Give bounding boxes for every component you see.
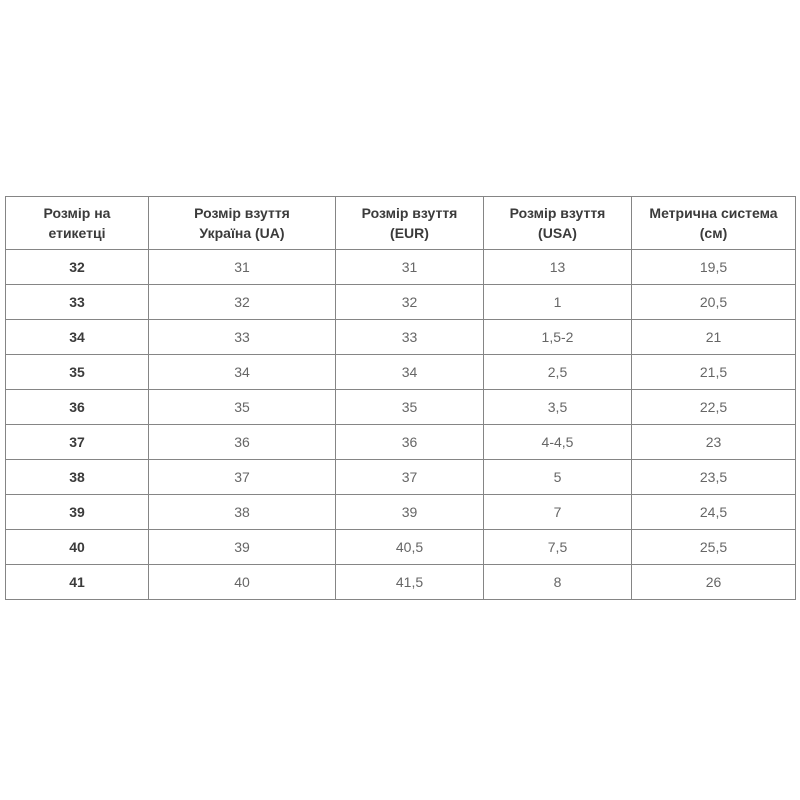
- column-header-label-size: [6, 197, 149, 250]
- header-line: Розмір на: [43, 205, 111, 221]
- column-header-metric-cm: [632, 197, 796, 250]
- eur-size-cell: 36: [336, 425, 484, 460]
- table-row: [6, 285, 796, 320]
- metric-cm-cell: 23: [632, 425, 796, 460]
- metric-cm-cell: 20,5: [632, 285, 796, 320]
- ua-size-cell: 32: [149, 285, 336, 320]
- header-line: (см): [699, 225, 728, 241]
- table-row: [6, 320, 796, 355]
- label-size-cell: 36: [6, 390, 149, 425]
- metric-cm-cell: 21: [632, 320, 796, 355]
- ua-size-cell: 35: [149, 390, 336, 425]
- table-header-row: [6, 197, 796, 250]
- header-line: Розмір взуття: [509, 205, 606, 221]
- metric-cm-cell: 23,5: [632, 460, 796, 495]
- usa-size-cell: 3,5: [484, 390, 632, 425]
- column-header-ua-size: [149, 197, 336, 250]
- ua-size-cell: 33: [149, 320, 336, 355]
- eur-size-cell: 37: [336, 460, 484, 495]
- table-row: [6, 390, 796, 425]
- label-size-cell: 35: [6, 355, 149, 390]
- eur-size-cell: 41,5: [336, 565, 484, 600]
- metric-cm-cell: 19,5: [632, 250, 796, 285]
- label-size-cell: 33: [6, 285, 149, 320]
- header-line: Метрична система: [649, 205, 778, 221]
- ua-size-cell: 40: [149, 565, 336, 600]
- eur-size-cell: 32: [336, 285, 484, 320]
- label-size-cell: 37: [6, 425, 149, 460]
- metric-cm-cell: 21,5: [632, 355, 796, 390]
- ua-size-cell: 31: [149, 250, 336, 285]
- column-header-eur-size: [336, 197, 484, 250]
- header-line: (EUR): [390, 225, 429, 241]
- usa-size-cell: 7: [484, 495, 632, 530]
- header-line: Розмір взуття: [194, 205, 290, 221]
- ua-size-cell: 36: [149, 425, 336, 460]
- table-row: [6, 425, 796, 460]
- ua-size-cell: 39: [149, 530, 336, 565]
- header-line: етикетці: [48, 225, 106, 241]
- metric-cm-cell: 25,5: [632, 530, 796, 565]
- label-size-cell: 41: [6, 565, 149, 600]
- header-line: Розмір взуття: [361, 205, 458, 221]
- usa-size-cell: 1,5-2: [484, 320, 632, 355]
- table-row: [6, 460, 796, 495]
- table-row: [6, 250, 796, 285]
- size-table-body: [6, 250, 796, 600]
- eur-size-cell: 31: [336, 250, 484, 285]
- eur-size-cell: 39: [336, 495, 484, 530]
- usa-size-cell: 8: [484, 565, 632, 600]
- header-line: (USA): [538, 225, 577, 241]
- metric-cm-cell: 26: [632, 565, 796, 600]
- column-header-usa-size: [484, 197, 632, 250]
- usa-size-cell: 2,5: [484, 355, 632, 390]
- table-row: [6, 530, 796, 565]
- ua-size-cell: 34: [149, 355, 336, 390]
- ua-size-cell: 38: [149, 495, 336, 530]
- usa-size-cell: 4-4,5: [484, 425, 632, 460]
- metric-cm-cell: 24,5: [632, 495, 796, 530]
- usa-size-cell: 5: [484, 460, 632, 495]
- eur-size-cell: 34: [336, 355, 484, 390]
- label-size-cell: 38: [6, 460, 149, 495]
- eur-size-cell: 35: [336, 390, 484, 425]
- label-size-cell: 40: [6, 530, 149, 565]
- label-size-cell: 34: [6, 320, 149, 355]
- label-size-cell: 32: [6, 250, 149, 285]
- metric-cm-cell: 22,5: [632, 390, 796, 425]
- table-row: [6, 355, 796, 390]
- eur-size-cell: 40,5: [336, 530, 484, 565]
- label-size-cell: 39: [6, 495, 149, 530]
- usa-size-cell: 7,5: [484, 530, 632, 565]
- usa-size-cell: 1: [484, 285, 632, 320]
- ua-size-cell: 37: [149, 460, 336, 495]
- header-line: Україна (UA): [199, 225, 285, 241]
- table-row: [6, 565, 796, 600]
- eur-size-cell: 33: [336, 320, 484, 355]
- shoe-size-conversion-table: [5, 196, 796, 600]
- usa-size-cell: 13: [484, 250, 632, 285]
- table-row: [6, 495, 796, 530]
